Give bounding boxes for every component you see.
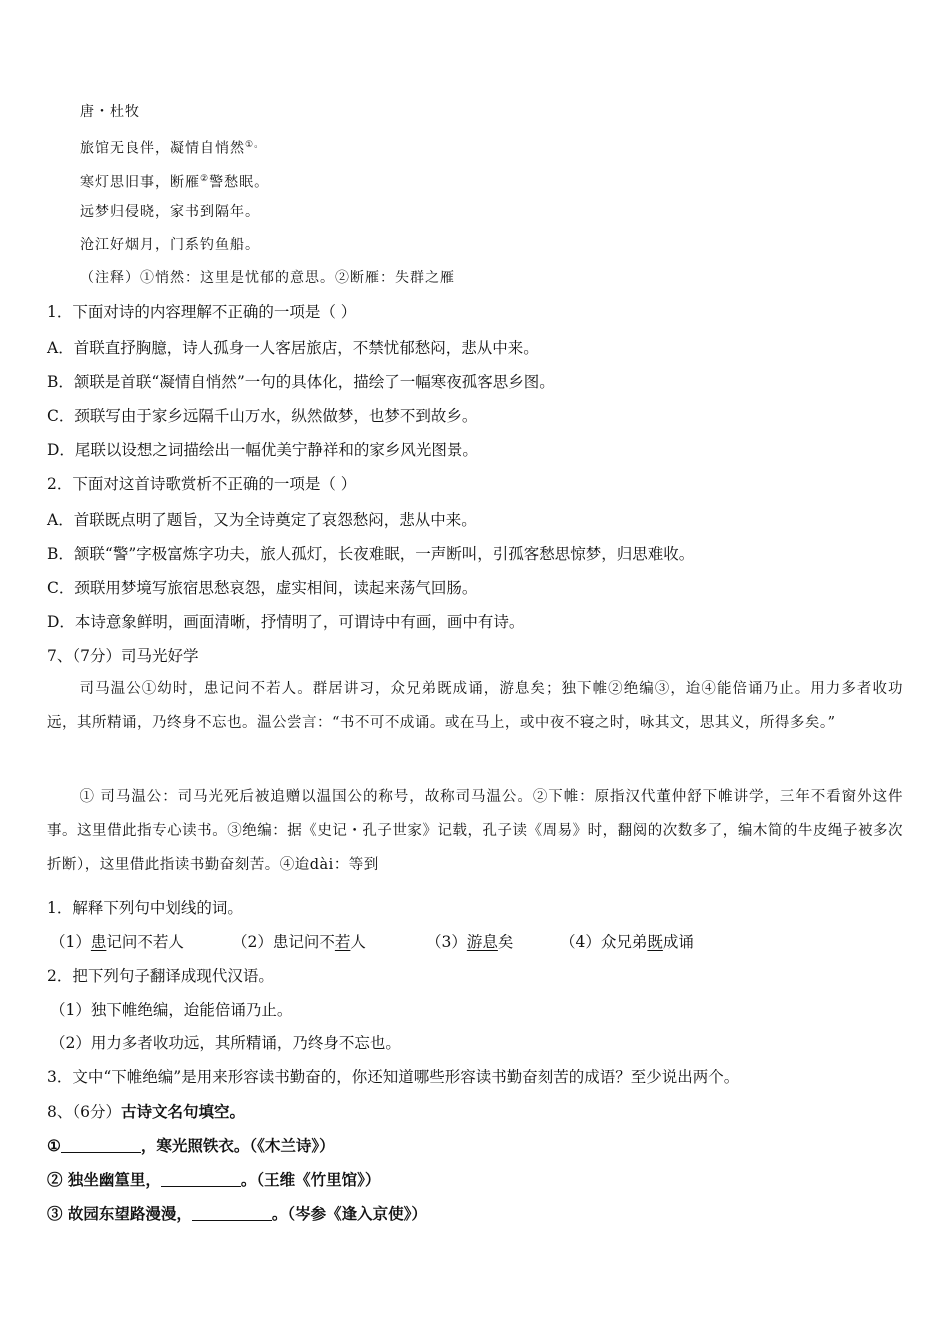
word-item-1-underlined: 患 (90, 933, 107, 951)
word-item-2-pre: （2）患记问不 (232, 933, 335, 951)
poem-line-2-text: 寒灯思旧事，断雁 (80, 174, 200, 191)
fill-item-2-pre: ② 独坐幽篁里， (47, 1170, 161, 1189)
translation-item-2: （2）用力多者收功远，其所精诵，乃终身不忘也。 (50, 1034, 401, 1052)
fill-blank-3[interactable] (192, 1206, 272, 1221)
section7-sub3: 3．文中“下帷绝编”是用来形容读书勤奋的，你还知道哪些形容读书勤奋刻苦的成语？至少说出两个。 (47, 1068, 740, 1086)
fill-item-2-post: 。（王维《竹里馆》） (240, 1170, 381, 1189)
word-item-4-pre: （4）众兄弟 (560, 933, 648, 951)
word-item-2-underlined: 若 (334, 933, 351, 951)
word-item-3-pre: （3） (426, 933, 467, 951)
q1-option-c: C．颈联写由于家乡远隔千山万水，纵然做梦，也梦不到故乡。 (47, 407, 478, 425)
footnote-mark-1: ①。 (245, 140, 265, 150)
section7-heading: 7、（7分）司马光好学 (47, 647, 199, 665)
poem-line-2-end: 警愁眠。 (209, 174, 270, 191)
section8-heading-title: 古诗文名句填空。 (120, 1102, 245, 1121)
fill-blank-1[interactable] (61, 1138, 141, 1153)
word-item-4-underlined: 既 (647, 933, 663, 951)
word-item-2 (232, 932, 366, 952)
q2-stem: 2．下面对这首诗歌赏析不正确的一项是（ ） (47, 475, 357, 493)
section7-passage (47, 672, 903, 740)
fill-item-2 (47, 1170, 380, 1190)
poem-line-4: 沧江好烟月，门系钓鱼船。 (80, 237, 260, 253)
q1-option-b: B．颔联是首联“凝情自悄然”一句的具体化，描绘了一幅寒夜孤客思乡图。 (47, 373, 555, 391)
section7-passage-text: 司马温公①幼时，患记问不若人。群居讲习，众兄弟既成诵，游息矣；独下帷②绝编③，迨④能倍诵乃止。用力多者收功远，其所精诵，乃终身不忘也。温公尝言：“书不可不成诵。或在马上，或中夜不寝之时，咏其文，思其义，所得多矣。” (47, 681, 903, 731)
footnote-mark-2: ② (200, 174, 210, 184)
fill-item-1-pre: ① (47, 1136, 61, 1155)
q1-stem: 1．下面对诗的内容理解不正确的一项是（ ） (47, 303, 357, 321)
q1-option-d: D．尾联以设想之词描绘出一幅优美宁静祥和的家乡风光图景。 (47, 441, 478, 459)
fill-blank-2[interactable] (161, 1172, 241, 1187)
word-item-4 (560, 932, 694, 952)
fill-item-3-pre: ③ 故园东望路漫漫， (47, 1204, 192, 1223)
fill-item-3-post: 。（岑参《逢入京使》） (271, 1204, 427, 1223)
fill-item-3 (47, 1204, 427, 1224)
word-item-3-post: 矣 (497, 933, 514, 951)
word-item-1 (50, 932, 184, 952)
q2-option-a: A．首联既点明了题旨，又为全诗奠定了哀怨愁闷，悲从中来。 (47, 511, 477, 529)
section8-heading-prefix: 8、（6分） (47, 1103, 121, 1121)
word-item-1-pre: （1） (50, 933, 91, 951)
word-item-3-underlined: 游息 (466, 933, 498, 951)
poem-author: 唐・杜牧 (80, 104, 140, 120)
fill-item-1-post: ，寒光照铁衣。（《木兰诗》） (140, 1136, 335, 1155)
word-item-1-post: 记问不若人 (106, 933, 184, 951)
section8-heading (47, 1102, 245, 1122)
section7-sub2: 2．把下列句子翻译成现代汉语。 (47, 967, 274, 985)
q2-option-d: D．本诗意象鲜明，画面清晰，抒情明了，可谓诗中有画，画中有诗。 (47, 613, 525, 631)
poem-annotation: （注释）①悄然：这里是忧郁的意思。②断雁：失群之雁 (80, 270, 455, 286)
section7-notes-text: ① 司马温公：司马光死后被追赠以温国公的称号，故称司马温公。②下帷：原指汉代董仲舒下帷讲学，三年不看窗外这件事。这里借此指专心读书。③绝编：据《史记・孔子世家》记载，孔子读《周易》时，翻阅的次数多了，编木简的牛皮绳子被多次折断），这里借此指读书勤奋刻苦。④迨dài：等到 (47, 789, 903, 873)
translation-item-1: （1）独下帷绝编，迨能倍诵乃止。 (50, 1001, 293, 1019)
fill-item-1 (47, 1136, 335, 1156)
q1-option-a: A．首联直抒胸臆，诗人孤身一人客居旅店，不禁忧郁愁闷，悲从中来。 (47, 339, 539, 357)
word-item-4-post: 成诵 (662, 933, 694, 951)
poem-line-3: 远梦归侵晓，家书到隔年。 (80, 204, 260, 220)
q2-option-b: B．颔联“警”字极富炼字功夫，旅人孤灯，长夜难眠，一声断叫，引孤客愁思惊梦，归思难收。 (47, 545, 695, 563)
q2-option-c: C．颈联用梦境写旅宿思愁哀怨，虚实相间，读起来荡气回肠。 (47, 579, 478, 597)
word-item-3 (426, 932, 513, 952)
section7-sub1: 1．解释下列句中划线的词。 (47, 899, 243, 917)
section7-notes (47, 780, 903, 882)
poem-line-2 (80, 169, 269, 193)
word-item-2-post: 人 (350, 933, 366, 951)
poem-line-1 (80, 135, 264, 159)
poem-line-1-text: 旅馆无良伴，凝情自悄然 (80, 140, 245, 157)
